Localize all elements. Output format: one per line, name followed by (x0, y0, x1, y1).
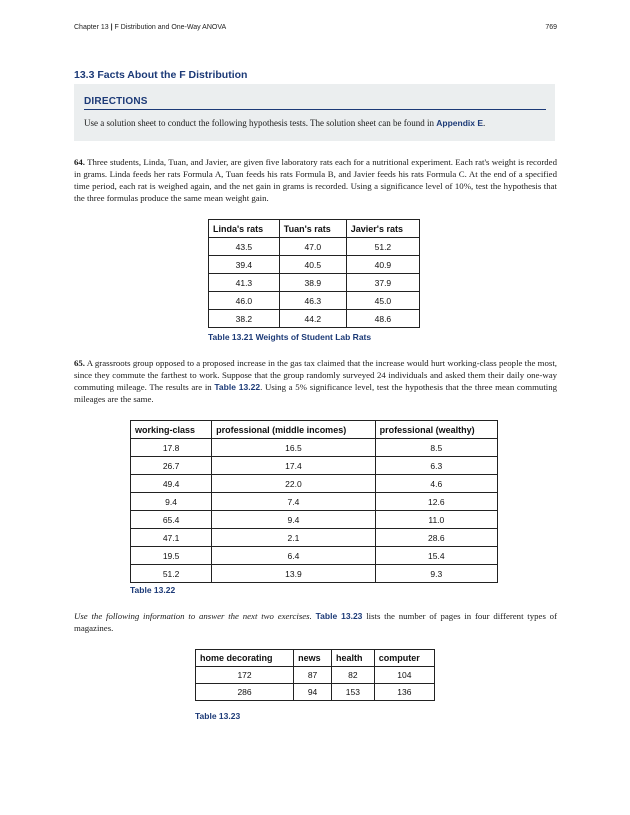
table-row (131, 565, 498, 583)
table-cell: 41.3 (209, 274, 280, 292)
table-13-22 (130, 420, 498, 583)
table-row (131, 511, 498, 529)
column-header: Tuan's rats (279, 220, 346, 238)
page-header (74, 24, 557, 31)
table-cell: 87 (294, 667, 332, 684)
table-cell: 9.4 (212, 511, 375, 529)
table-header-row (196, 650, 435, 667)
table-cell: 38.9 (279, 274, 346, 292)
table-cell: 40.5 (279, 256, 346, 274)
table-row (131, 493, 498, 511)
table-cell: 65.4 (131, 511, 212, 529)
table-header-row (131, 421, 498, 439)
column-header: Linda's rats (209, 220, 280, 238)
table-cell: 46.3 (279, 292, 346, 310)
exercise-64: 64. Three students, Linda, Tuan, and Javier, are given five laboratory rats each for a nutritional experiment. Each rat's weight is recorded in grams. Linda feeds her rats Formula A, Tuan feeds his rats Formula B, and Javier feeds his rats Formula C. At the end of a specified time period, each rat is weighed again, and the net gain in grams is recorded. Using a significance level of 10%, test the hypothesis that the three formulas produce the same mean weight gain. (74, 157, 557, 203)
table-cell: 9.4 (131, 493, 212, 511)
table-cell: 38.2 (209, 310, 280, 328)
table-cell: 19.5 (131, 547, 212, 565)
directions-text: Use a solution sheet to conduct the following hypothesis tests. The solution sheet can be found in Appendix E. (84, 118, 486, 128)
table-cell: 13.9 (212, 565, 375, 583)
directions-divider (84, 109, 546, 110)
table-row (131, 439, 498, 457)
table-cell: 45.0 (346, 292, 419, 310)
table-cell: 7.4 (212, 493, 375, 511)
table-cell: 4.6 (375, 475, 497, 493)
table-cell: 39.4 (209, 256, 280, 274)
section-title: 13.3 Facts About the F Distribution (74, 69, 248, 81)
table-13-22-caption: Table 13.22 (130, 585, 176, 595)
table-header-row (209, 220, 420, 238)
directions-title: DIRECTIONS (84, 96, 148, 107)
table-row (209, 274, 420, 292)
table-cell: 11.0 (375, 511, 497, 529)
column-header: health (332, 650, 375, 667)
table-13-23-caption: Table 13.23 (195, 711, 241, 721)
column-header: computer (374, 650, 434, 667)
table-cell: 172 (196, 667, 294, 684)
table-row (209, 292, 420, 310)
table-row (131, 475, 498, 493)
table-cell: 51.2 (131, 565, 212, 583)
table-cell: 286 (196, 684, 294, 701)
table-cell: 104 (374, 667, 434, 684)
table-row (196, 684, 435, 701)
table-cell: 15.4 (375, 547, 497, 565)
header-separator: | (110, 24, 113, 31)
table-13-23 (195, 649, 435, 701)
table-cell: 6.4 (212, 547, 375, 565)
table-row (209, 238, 420, 256)
table-row (196, 667, 435, 684)
table-cell: 94 (294, 684, 332, 701)
table-row (131, 457, 498, 475)
column-header: working-class (131, 421, 212, 439)
table-cell: 26.7 (131, 457, 212, 475)
table-cell: 47.0 (279, 238, 346, 256)
table-cell: 2.1 (212, 529, 375, 547)
table-cell: 17.4 (212, 457, 375, 475)
table-cell: 47.1 (131, 529, 212, 547)
exercise-number: 65. (74, 358, 85, 368)
table-cell: 22.0 (212, 475, 375, 493)
table-cell: 6.3 (375, 457, 497, 475)
chapter-heading: Chapter 13 | F Distribution and One-Way ANOVA (74, 24, 227, 31)
table-13-23-link[interactable]: Table 13.23 (315, 611, 363, 621)
column-header: Javier's rats (346, 220, 419, 238)
table-cell: 37.9 (346, 274, 419, 292)
directions-box (74, 84, 555, 141)
table-13-21 (208, 219, 420, 328)
table-row (209, 256, 420, 274)
table-cell: 9.3 (375, 565, 497, 583)
appendix-e-link[interactable]: Appendix E (436, 118, 484, 128)
table-13-22-link[interactable]: Table 13.22 (214, 382, 261, 392)
table-row (131, 547, 498, 565)
table-cell: 46.0 (209, 292, 280, 310)
table-cell: 16.5 (212, 439, 375, 457)
table-cell: 40.9 (346, 256, 419, 274)
table-cell: 17.8 (131, 439, 212, 457)
table-cell: 8.5 (375, 439, 497, 457)
info-intro: Use the following information to answer the next two exercises. (74, 611, 312, 621)
column-header: professional (wealthy) (375, 421, 497, 439)
table-cell: 44.2 (279, 310, 346, 328)
table-cell: 153 (332, 684, 375, 701)
table-13-21-caption: Table 13.21 Weights of Student Lab Rats (208, 332, 372, 342)
exercise-number: 64. (74, 157, 85, 167)
table-cell: 82 (332, 667, 375, 684)
exercise-65: 65. A grassroots group opposed to a proposed increase in the gas tax claimed that the increase would hurt working-class people the most, since they commute the farthest to work. Suppose that the group randomly surveyed 24 individuals and asked them their daily one-way commuting mileage. The results are in Table 13.22. Using a 5% significance level, test the hypothesis that the three mean commuting mileages are the same. (74, 358, 558, 404)
table-cell: 28.6 (375, 529, 497, 547)
page-number: 769 (545, 24, 557, 31)
table-cell: 51.2 (346, 238, 419, 256)
table-cell: 48.6 (346, 310, 419, 328)
table-cell: 43.5 (209, 238, 280, 256)
info-paragraph: Use the following information to answer the next two exercises. Table 13.23 lists the number of pages in four different types of magazines. (74, 611, 557, 633)
column-header: home decorating (196, 650, 294, 667)
column-header: professional (middle incomes) (212, 421, 375, 439)
table-row (131, 529, 498, 547)
column-header: news (294, 650, 332, 667)
table-cell: 49.4 (131, 475, 212, 493)
table-row (209, 310, 420, 328)
table-cell: 136 (374, 684, 434, 701)
table-cell: 12.6 (375, 493, 497, 511)
